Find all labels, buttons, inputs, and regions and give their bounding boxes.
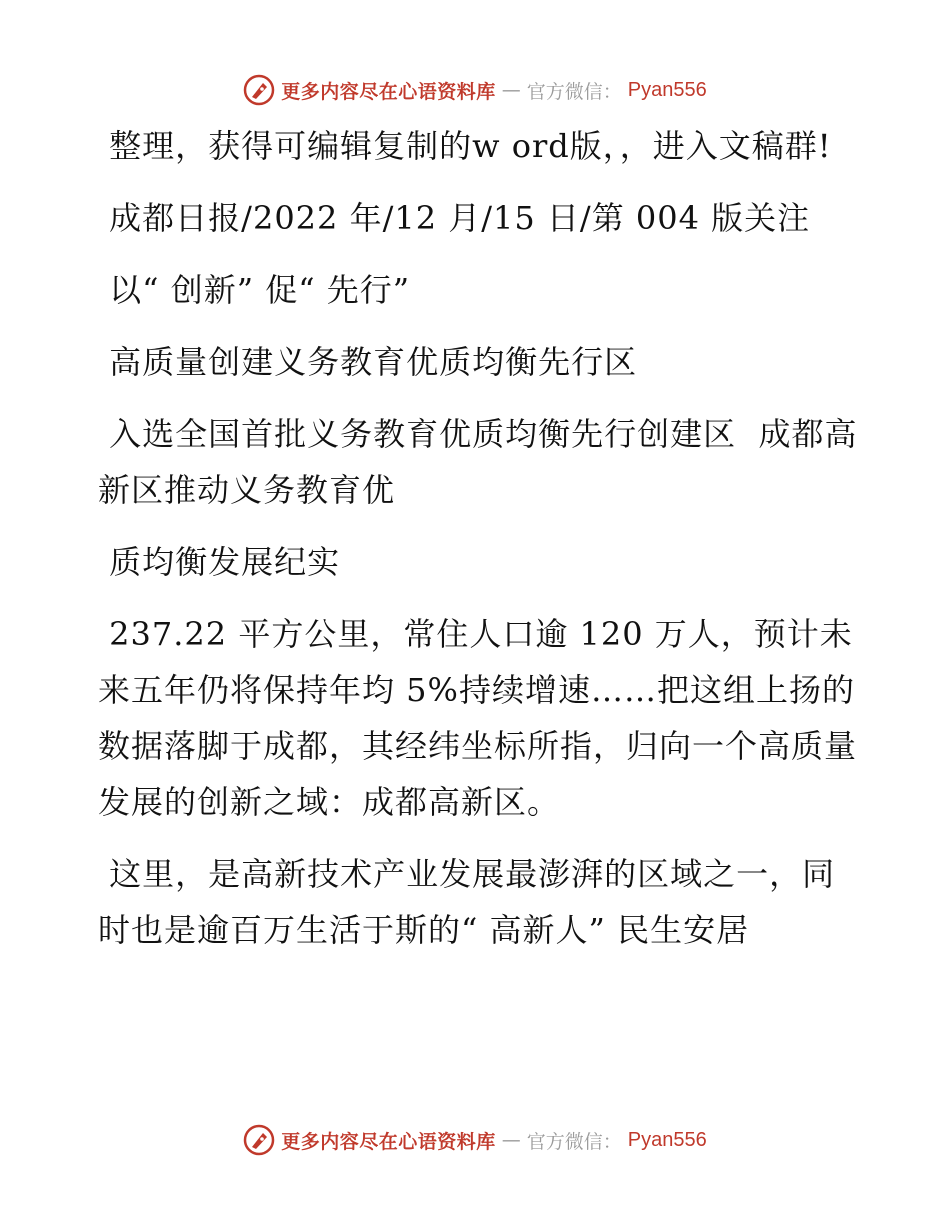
paragraph: 入选全国首批义务教育优质均衡先行创建区 成都高新区推动义务教育优 <box>98 415 858 509</box>
paragraph: 质均衡发展纪实 <box>98 543 341 581</box>
paragraph: 整理，获得可编辑复制的w ord版，，进入文稿群! <box>98 127 832 165</box>
watermark-wechat-id: Pyan556 <box>627 1128 707 1151</box>
watermark-separator: — <box>501 1129 521 1151</box>
footer-watermark <box>0 1120 950 1160</box>
paragraph: 这里，是高新技术产业发展最澎湃的区域之一，同时也是逾百万生活于斯的“ 高新人” 民生安居 <box>98 855 836 949</box>
paragraph: 以“ 创新” 促“ 先行” <box>98 271 411 309</box>
watermark-label: 官方微信： <box>526 1130 622 1153</box>
paragraph: 成都日报/2022 年/12 月/15 日/第 004 版关注 <box>98 199 811 237</box>
header-watermark <box>0 70 950 110</box>
watermark-label: 官方微信： <box>526 80 622 103</box>
paragraph: 237.22 平方公里，常住人口逾 120 万人，预计未来五年仍将保持年均 5%持续增速……把这组上扬的数据落脚于成都，其经纬坐标所指，归向一个高质量发展的创新之域：成都高新区。 <box>98 615 858 821</box>
pen-nib-logo-icon <box>243 74 275 106</box>
watermark-slogan: 更多内容尽在心语资料库 <box>281 1130 496 1153</box>
pen-nib-logo-icon <box>243 1124 275 1156</box>
watermark-separator: — <box>501 79 521 101</box>
paragraph: 高质量创建义务教育优质均衡先行区 <box>98 343 638 381</box>
watermark-slogan: 更多内容尽在心语资料库 <box>281 80 496 103</box>
document-body <box>98 118 858 974</box>
watermark-wechat-id: Pyan556 <box>627 78 707 101</box>
